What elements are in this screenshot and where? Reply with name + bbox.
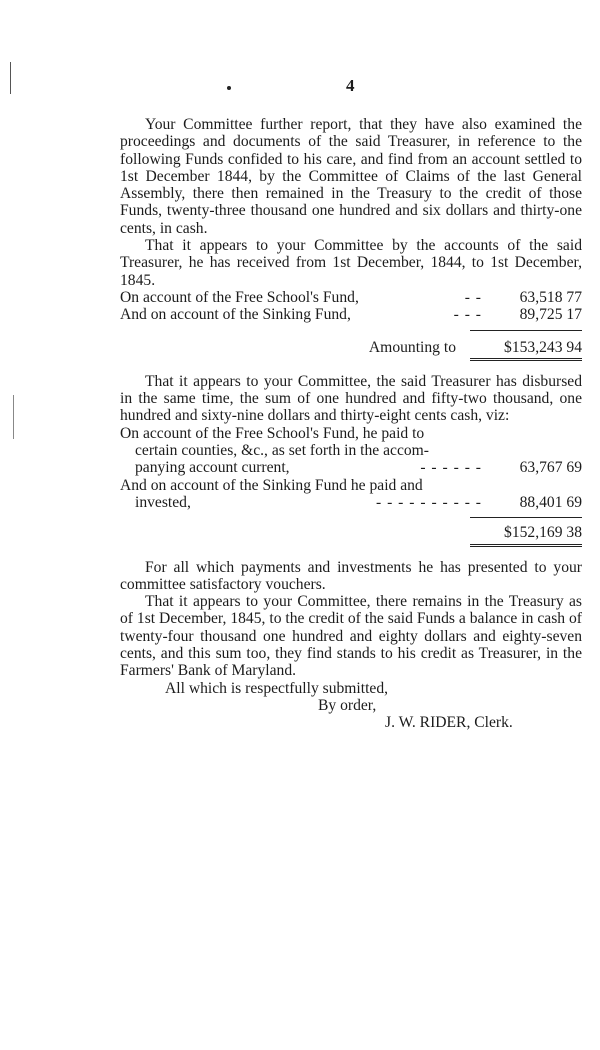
total-double-rule	[470, 358, 582, 361]
receipt-label: On account of the Free School's Fund,	[120, 288, 359, 306]
page-header	[0, 76, 600, 96]
payment-amount: 63,767 69	[519, 459, 582, 477]
total-double-rule	[470, 544, 582, 547]
receipt-amount: 63,518 77	[519, 288, 582, 306]
dot-leader: - - - - - -	[420, 459, 482, 477]
receipts-total-amount: $153,243 94	[504, 338, 582, 356]
receipt-amount: 89,725 17	[519, 306, 582, 324]
paragraph-vouchers: For all which payments and investments he has presented to your committee satisfactory vouchers.	[120, 558, 582, 593]
total-rule	[470, 330, 582, 331]
payment-label: panying account current,	[135, 459, 290, 477]
receipt-row	[120, 306, 582, 323]
receipt-row	[120, 289, 582, 306]
paragraph-disbursements: That it appears to your Committee, the said Treasurer has disbursed in the same time, the sum of one hundred and fifty-two thousand, one hundred and sixty-nine dollars and thirty-eight cents cash, viz:	[120, 372, 582, 425]
paragraph-receipts: That it appears to your Committee by the accounts of the said Treasurer, he has received from 1st December, 1844, to 1st December, 1845.	[120, 237, 582, 289]
payment-label: invested,	[135, 493, 191, 511]
payments-table	[120, 425, 582, 547]
signoff	[120, 680, 582, 732]
dot-leader: - -	[464, 288, 482, 306]
payment-line: certain counties, &c., as set forth in the accom-	[135, 442, 430, 460]
receipts-table	[120, 289, 582, 361]
payments-total-row	[120, 524, 582, 541]
margin-mark-middle	[13, 395, 14, 439]
dot-leader: - - -	[453, 306, 482, 324]
closing-line: All which is respectfully submitted,	[165, 679, 389, 697]
payment-amount: 88,401 69	[519, 493, 582, 511]
amounting-label: Amounting to	[368, 338, 456, 356]
payment-row	[120, 494, 582, 511]
receipts-total-row	[120, 339, 582, 356]
page-number: 4	[346, 76, 355, 95]
header-dot	[227, 86, 231, 90]
payment-row	[120, 459, 582, 476]
paragraph-balance: That it appears to your Committee, there remains in the Treasury as of 1st December, 1845, to the credit of the said Funds a balance in cash of twenty-four thousand one hundred and eighty dollars and eighty-seven cents, and this sum too, they find stands to his credit as Treasurer, in the Farmers' Bank of Maryland.	[120, 593, 582, 680]
by-order-line: By order,	[318, 696, 377, 714]
payment-line: And on account of the Sinking Fund he paid and	[120, 476, 423, 494]
payment-line: On account of the Free School's Fund, he paid to	[120, 424, 425, 442]
payments-total-amount: $152,169 38	[504, 524, 582, 542]
report-body	[120, 116, 582, 732]
receipt-label: And on account of the Sinking Fund,	[120, 306, 351, 324]
clerk-signature: J. W. RIDER, Clerk.	[385, 713, 513, 731]
dot-leader: - - - - - - - - - -	[375, 493, 482, 511]
total-rule	[470, 517, 582, 518]
paragraph-funds-settled: Your Committee further report, that they have also examined the proceedings and documents of the said Treasurer, in reference to the following Funds confided to his care, and find from an account settled to 1st December 1844, by the Committee of Claims of the last General Assembly, there then remained in the Treasury to the credit of those Funds, twenty-three thousand one hundred and six dollars and thirty-one cents, in cash.	[120, 116, 582, 237]
